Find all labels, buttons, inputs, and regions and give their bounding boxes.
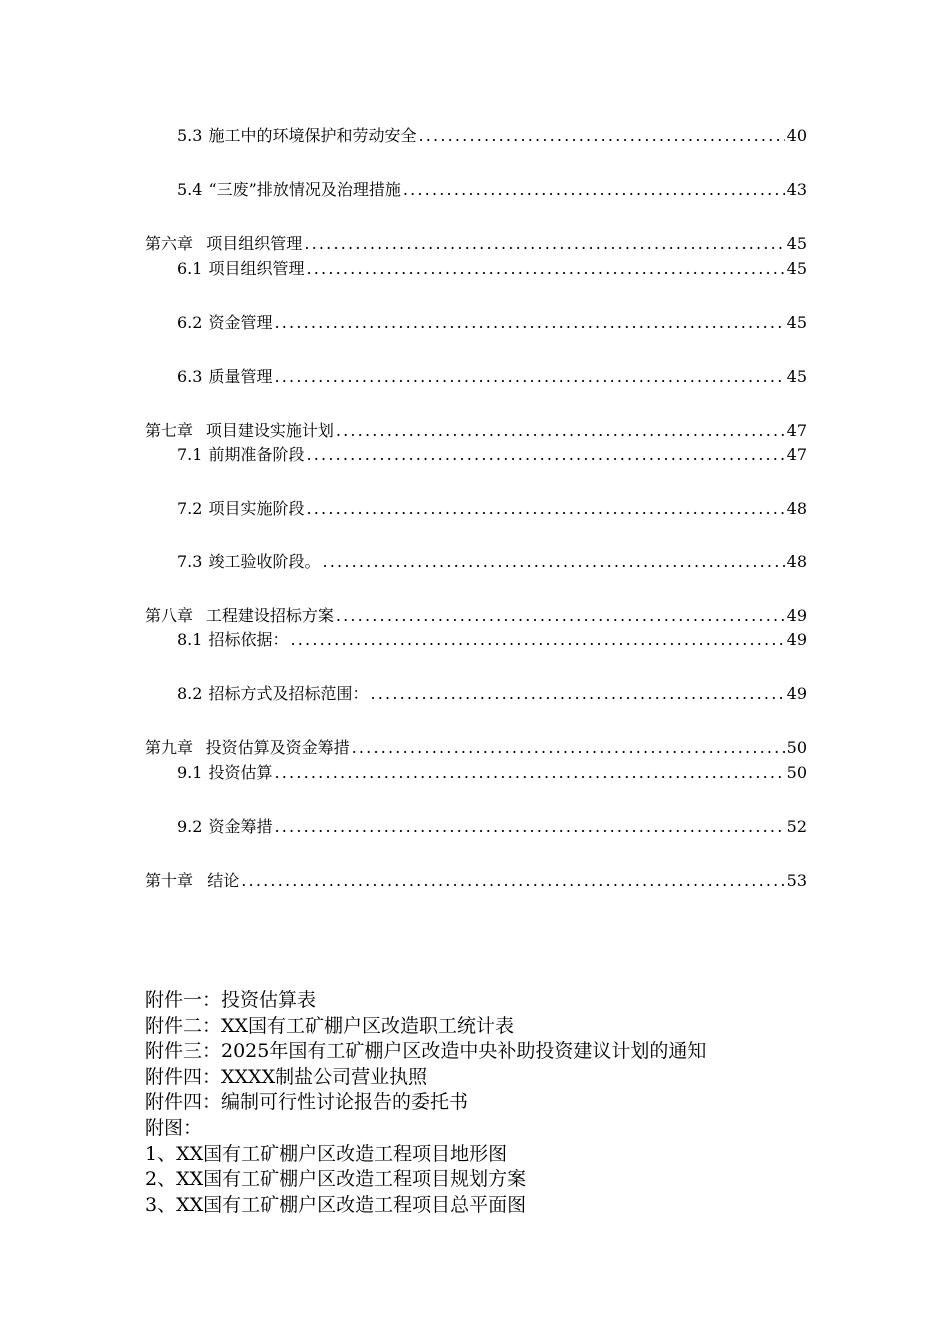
appendix-item: 附件二：XX国有工矿棚户区改造职工统计表: [145, 1014, 515, 1037]
toc-leader-dots: [274, 761, 784, 785]
toc-entry[interactable]: [177, 761, 807, 785]
toc-page-number: 45: [786, 259, 807, 278]
toc-page-number: 49: [786, 630, 807, 649]
toc-leader-dots: [306, 443, 784, 467]
toc-page-number: 40: [786, 126, 807, 145]
toc-chapter-number: 第九章: [145, 738, 194, 757]
toc-entry[interactable]: [177, 311, 807, 335]
toc-entry[interactable]: [177, 815, 807, 839]
toc-number: 7.1: [177, 445, 203, 464]
toc-title: “三废”排放情况及治理措施: [208, 180, 401, 199]
toc-page-number: 48: [786, 499, 807, 518]
toc-title: 施工中的环境保护和劳动安全: [208, 126, 417, 145]
appendix-figure-item: 1、XX国有工矿棚户区改造工程项目地形图: [145, 1142, 508, 1165]
toc-leader-dots: [306, 257, 784, 281]
toc-chapter-number: 第十章: [145, 871, 194, 890]
toc-page-number: 45: [786, 234, 807, 253]
toc-title: 竣工验收阶段。: [208, 552, 321, 571]
appendix-figure-item: 2、XX国有工矿棚户区改造工程项目规划方案: [145, 1168, 527, 1191]
toc-leader-dots: [274, 815, 784, 839]
appendix-item: 附件一：投资估算表: [145, 989, 317, 1011]
toc-entry[interactable]: [177, 550, 807, 574]
toc-leader-dots: [241, 869, 784, 893]
toc-entry[interactable]: [177, 257, 807, 281]
toc-entry[interactable]: [177, 365, 807, 389]
toc-page-number: 45: [786, 367, 807, 386]
toc-page-number: 48: [786, 552, 807, 571]
toc-title: 招标方式及招标范围：: [208, 684, 369, 703]
toc-number: 7.3: [177, 552, 203, 571]
toc-leader-dots: [370, 682, 784, 706]
toc-entry[interactable]: [177, 124, 807, 148]
toc-page-number: 49: [786, 684, 807, 703]
toc-number: 9.1: [177, 763, 203, 782]
toc-number: 8.1: [177, 630, 203, 649]
toc-number: 6.3: [177, 367, 203, 386]
toc-leader-dots: [304, 232, 784, 256]
toc-leader-dots: [418, 124, 784, 148]
toc-page-number: 45: [786, 313, 807, 332]
toc-title: 结论: [207, 871, 240, 890]
toc-entry[interactable]: [177, 682, 807, 706]
toc-chapter-number: 第六章: [145, 234, 194, 253]
toc-page-number: 50: [786, 738, 807, 757]
toc-chapter-entry[interactable]: [145, 419, 807, 443]
appendix-item: 附件四：XXXX制盐公司营业执照: [145, 1065, 428, 1088]
toc-leader-dots: [352, 736, 785, 760]
toc-leader-dots: [274, 365, 784, 389]
toc-page-number: 47: [786, 421, 807, 440]
toc-leader-dots: [274, 311, 784, 335]
toc-title: 投资估算: [208, 763, 273, 782]
toc-number: 9.2: [177, 817, 203, 836]
appendix-item: 附件三：2025年国有工矿棚户区改造中央补助投资建议计划的通知: [145, 1040, 707, 1063]
appendix-figure-item: 3、XX国有工矿棚户区改造工程项目总平面图: [145, 1193, 527, 1216]
toc-chapter-entry[interactable]: [145, 869, 807, 893]
toc-number: 8.2: [177, 684, 203, 703]
toc-entry[interactable]: [177, 178, 807, 202]
toc-title: 项目实施阶段: [208, 499, 305, 518]
toc-title: 项目组织管理: [206, 234, 303, 253]
toc-leader-dots: [322, 550, 784, 574]
toc-chapter-entry[interactable]: [145, 736, 807, 760]
toc-page-number: 52: [786, 817, 807, 836]
toc-title: 质量管理: [208, 367, 273, 386]
toc-page-number: 47: [786, 445, 807, 464]
toc-entry[interactable]: [177, 497, 807, 521]
toc-title: 前期准备阶段: [208, 445, 305, 464]
toc-chapter-number: 第八章: [145, 606, 194, 625]
toc-leader-dots: [336, 604, 785, 628]
toc-page-number: 43: [786, 180, 807, 199]
toc-number: 5.3: [177, 126, 203, 145]
toc-number: 6.1: [177, 259, 203, 278]
appendix-list: [145, 988, 845, 1218]
toc-leader-dots: [403, 178, 785, 202]
toc-page-number: 49: [786, 606, 807, 625]
appendix-item: 附件四：编制可行性讨论报告的委托书: [145, 1091, 469, 1114]
toc-page-number: 53: [786, 871, 807, 890]
toc-number: 7.2: [177, 499, 203, 518]
toc-title: 项目建设实施计划: [205, 421, 334, 440]
toc-title: 投资估算及资金筹措: [205, 738, 350, 757]
toc-page-number: 50: [786, 763, 807, 782]
toc-title: 招标依据：: [208, 630, 289, 649]
toc-title: 资金管理: [208, 313, 273, 332]
toc-title: 资金筹措: [208, 817, 273, 836]
toc-chapter-number: 第七章: [145, 421, 194, 440]
toc-leader-dots: [290, 628, 784, 652]
toc-title: 工程建设招标方案: [205, 606, 334, 625]
appendix-figures-heading: 附图：: [145, 1116, 203, 1139]
toc-chapter-entry[interactable]: [145, 232, 807, 256]
toc-title: 项目组织管理: [208, 259, 305, 278]
toc-chapter-entry[interactable]: [145, 604, 807, 628]
toc-leader-dots: [336, 419, 785, 443]
toc-leader-dots: [306, 497, 784, 521]
toc-number: 5.4: [177, 180, 203, 199]
toc-number: 6.2: [177, 313, 203, 332]
toc-entry[interactable]: [177, 628, 807, 652]
toc-entry[interactable]: [177, 443, 807, 467]
